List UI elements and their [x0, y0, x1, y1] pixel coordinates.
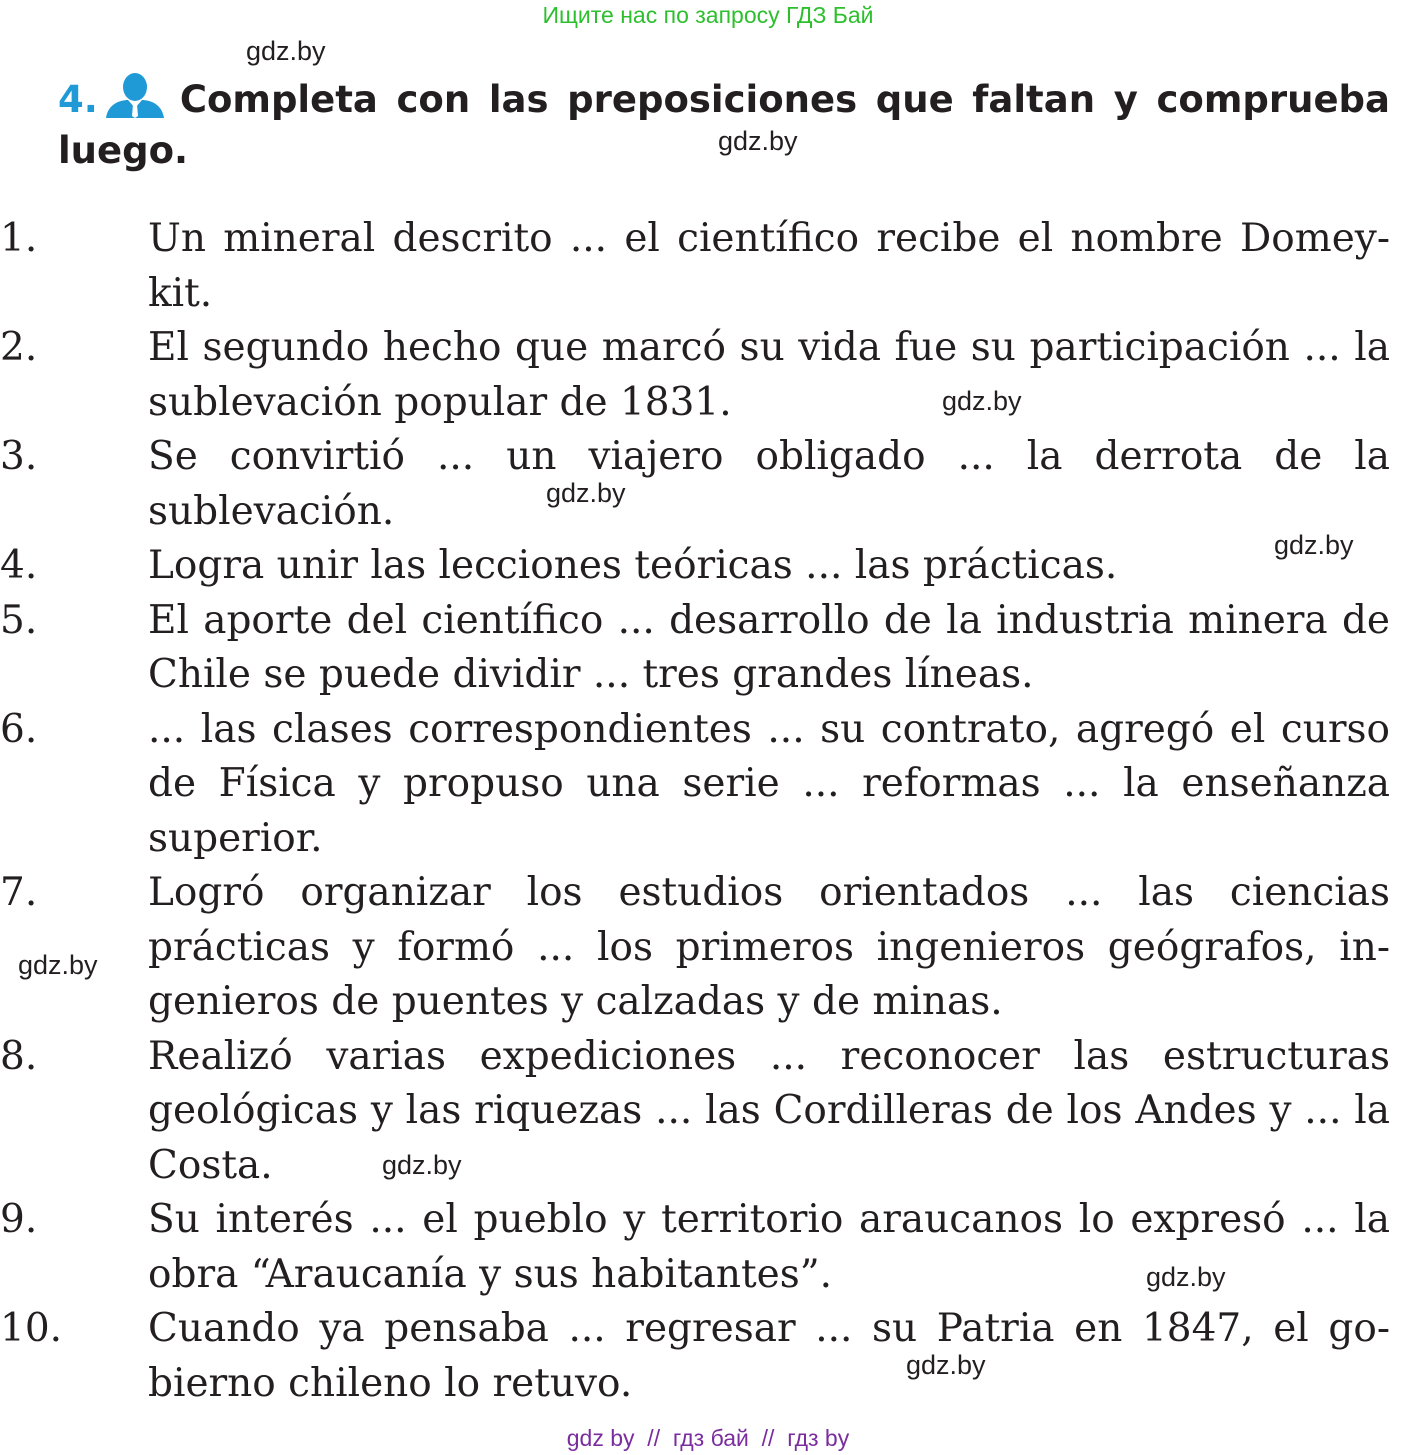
item-number: 9. — [0, 1197, 38, 1242]
item-text: Su interés ... el pueblo y territorio araucanos lo expresó ... la obra “Araucanía y sus habitantes”. — [148, 1197, 1390, 1297]
item-number: 5. — [0, 597, 38, 643]
item-number: 10. — [0, 1306, 63, 1351]
item-text: ... las clases correspondientes ... su contrato, agregó el curso de Física y propuso una serie ... reformas ... la enseñanza superior. — [148, 706, 1390, 861]
list-item — [0, 866, 1390, 1030]
person-icon — [104, 72, 166, 118]
list-item — [0, 703, 1390, 867]
list-item — [0, 1302, 1390, 1411]
item-number: 2. — [0, 325, 38, 370]
item-text: El segundo hecho que marcó su vida fue su participación ... la sublevación popular de 1831. — [148, 325, 1390, 425]
watermark: gdz.by — [718, 126, 798, 156]
list-item — [0, 321, 1390, 430]
item-number: 8. — [0, 1033, 38, 1079]
list-item — [0, 1030, 1390, 1194]
watermark: gdz.by — [906, 1350, 986, 1380]
watermark: gdz.by — [246, 36, 326, 66]
list-item — [0, 539, 1390, 594]
item-number: 1. — [0, 216, 38, 261]
watermark: gdz.by — [382, 1150, 462, 1180]
watermark: gdz.by — [942, 386, 1022, 416]
watermark: gdz.by — [1274, 530, 1354, 560]
footer-watermark: gdz by // гдз бай // гдз by — [566, 1425, 850, 1451]
item-text: Logra unir las lecciones teóricas ... las prácticas. — [148, 543, 1118, 588]
item-number: 3. — [0, 434, 38, 479]
exercise-list — [0, 212, 1416, 1411]
top-banner: Ищите нас по запросу ГДЗ Бай — [542, 2, 874, 28]
item-number: 6. — [0, 706, 38, 752]
task-header — [58, 72, 1390, 176]
item-text: Un mineral descrito ... el científico recibe el nombre Domeykit. — [148, 216, 1390, 316]
item-text: Cuando ya pensaba ... regresar ... su Patria en 1847, el gobierno chileno lo retuvo. — [148, 1306, 1390, 1406]
watermark: gdz.by — [18, 950, 98, 980]
list-item — [0, 430, 1390, 539]
item-text: Logró organizar los estudios orientados ... las ciencias prácticas y formó ... los primeros ingenieros geógrafos, ingenieros de puentes y calzadas y de minas. — [148, 870, 1390, 1024]
item-text: Realizó varias expediciones ... reconocer las estructuras geológicas y las riquezas ... las Cordilleras de los Andes y ... la Costa. — [148, 1033, 1390, 1188]
item-text: Se convirtió ... un viajero obligado ... la derrota de la sublevación. — [148, 434, 1390, 534]
item-number: 7. — [0, 870, 38, 915]
item-text: El aporte del científico ... desarrollo de la industria minera de Chile se puede dividir ... tres grandes líneas. — [148, 597, 1390, 697]
item-number: 4. — [0, 543, 38, 588]
list-item — [0, 594, 1390, 703]
watermark: gdz.by — [546, 478, 626, 508]
task-number: 4. — [58, 78, 98, 121]
list-item — [0, 212, 1390, 321]
task-title: Completa con las preposiciones que faltan y comprueba luego. — [58, 78, 1390, 172]
watermark: gdz.by — [1146, 1262, 1226, 1292]
